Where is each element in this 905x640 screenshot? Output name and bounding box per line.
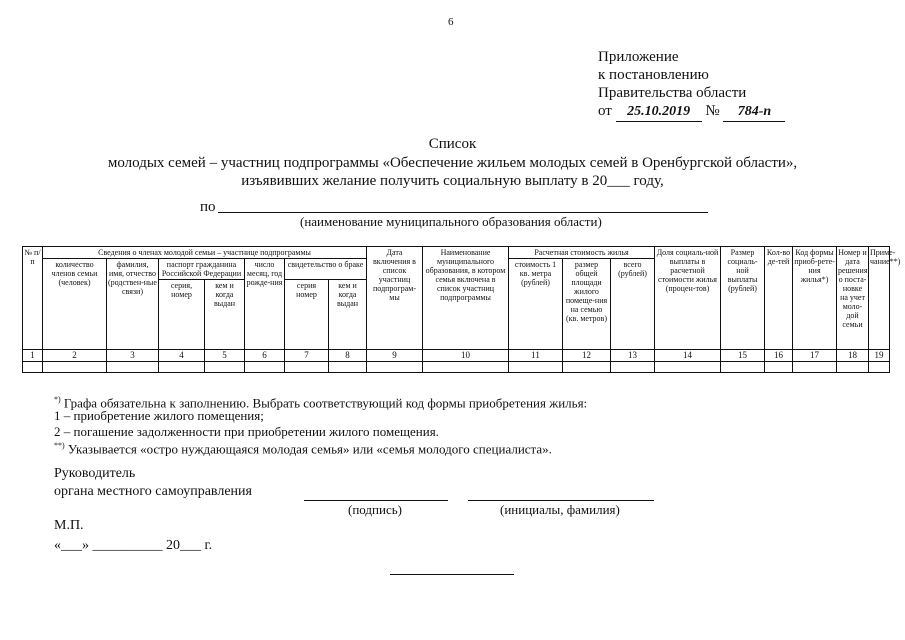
footnote-2-text: Указывается «остро нуждающаяся молодая семья» или «семья молодого специалиста».	[67, 441, 552, 457]
header-acquisition-code: Код формы приоб-рете-ния жилья*)	[793, 247, 837, 350]
column-number: 19	[869, 350, 890, 362]
head-title-line-1: Руководитель	[54, 466, 136, 481]
column-number: 17	[793, 350, 837, 362]
header-children-count: Кол-во де-тей	[765, 247, 793, 350]
empty-data-row	[23, 362, 890, 373]
footnote-option-1: 1 – приобретение жилого помещения;	[54, 408, 264, 423]
header-decision: Номер и дата решения о поста-новке на учет моло-дой семьи	[837, 247, 869, 350]
from-label: от	[598, 103, 612, 119]
header-passport: паспорт гражданина Российской Федерации	[159, 259, 245, 280]
header-note: Приме-чание**)	[869, 247, 890, 350]
by-label: по	[200, 199, 216, 215]
appendix-line-3: Правительства области	[598, 85, 747, 101]
signature-caption: (подпись)	[348, 502, 402, 517]
header-members-count: количество членов семьи (человек)	[43, 259, 107, 350]
column-number: 16	[765, 350, 793, 362]
footnote-1-text: Графа обязательна к заполнению. Выбрать соответствующий код формы приобретения жилья:	[63, 395, 588, 411]
column-number: 7	[285, 350, 329, 362]
header-total: всего (рублей)	[611, 259, 655, 350]
footnote-2-mark: **)	[54, 441, 65, 450]
head-title-line-2: органа местного самоуправления	[54, 484, 252, 499]
column-number: 18	[837, 350, 869, 362]
list-heading: Список	[428, 136, 477, 152]
column-number: 15	[721, 350, 765, 362]
header-family-info: Сведения о членах молодой семьи – участнице подпрограммы	[43, 247, 367, 259]
municipality-line	[218, 212, 708, 213]
column-number: 3	[107, 350, 159, 362]
header-full-name: фамилия, имя, отчество (родствен-ные связи)	[107, 259, 159, 350]
end-divider	[390, 574, 514, 575]
signature-date: «___» __________ 20___ г.	[54, 538, 213, 553]
families-table	[22, 246, 901, 373]
column-number: 9	[367, 350, 423, 362]
appendix-line-1: Приложение	[598, 49, 679, 65]
header-cost-per-meter: стоимость 1 кв. метра (рублей)	[509, 259, 563, 350]
signature-line	[304, 500, 448, 501]
footnote-1-mark: *)	[54, 395, 61, 404]
header-inclusion-date: Дата включения в список участниц подпрограм-мы	[367, 247, 423, 350]
header-municipality: Наименование муниципального образования, в котором семья включена в список участниц подпрограммы	[423, 247, 509, 350]
header-passport-issued: кем и когда выдан	[205, 280, 245, 350]
column-number: 12	[563, 350, 611, 362]
header-cert-series: серия номер	[285, 280, 329, 350]
column-number: 8	[329, 350, 367, 362]
header-payment-share: Доля социаль-ной выплаты в расчетной стоимости жилья (процен-тов)	[655, 247, 721, 350]
header-payment-amount: Размер социаль-ной выплаты (рублей)	[721, 247, 765, 350]
name-caption: (инициалы, фамилия)	[500, 502, 620, 517]
column-number: 13	[611, 350, 655, 362]
title-line-2: изъявивших желание получить социальную выплату в 20___ году,	[241, 173, 664, 189]
footnote-option-2: 2 – погашение задолженности при приобретении жилого помещения.	[54, 424, 439, 439]
header-housing-cost: Расчетная стоимость жилья	[509, 247, 655, 259]
column-number: 11	[509, 350, 563, 362]
header-row-number: № п/п	[23, 247, 43, 350]
header-marriage-cert: свидетельство о браке	[285, 259, 367, 280]
stamp-place: М.П.	[54, 518, 84, 533]
decree-number: 784-п	[723, 103, 785, 122]
column-number: 4	[159, 350, 205, 362]
header-passport-series: серия, номер	[159, 280, 205, 350]
decree-date: 25.10.2019	[616, 103, 702, 122]
column-number: 14	[655, 350, 721, 362]
municipality-caption: (наименование муниципального образования области)	[300, 214, 602, 229]
header-area: размер общей площади жилого помеще-ния на семью (кв. метров)	[563, 259, 611, 350]
column-numbers-row	[23, 350, 890, 362]
column-number: 10	[423, 350, 509, 362]
appendix-date-row	[598, 102, 785, 122]
title-line-1: молодых семей – участниц подпрограммы «Обеспечение жильем молодых семей в Оренбургской области»,	[107, 155, 798, 171]
appendix-line-2: к постановлению	[598, 67, 709, 83]
column-number: 2	[43, 350, 107, 362]
page-number: 6	[448, 16, 454, 28]
column-number: 6	[245, 350, 285, 362]
header-birth-date: число месяц, год рожде-ния	[245, 259, 285, 350]
footnote-2	[54, 438, 552, 456]
column-number: 5	[205, 350, 245, 362]
number-label: №	[705, 103, 720, 119]
header-cert-issued: кем и когда выдан	[329, 280, 367, 350]
name-line	[468, 500, 654, 501]
column-number: 1	[23, 350, 43, 362]
